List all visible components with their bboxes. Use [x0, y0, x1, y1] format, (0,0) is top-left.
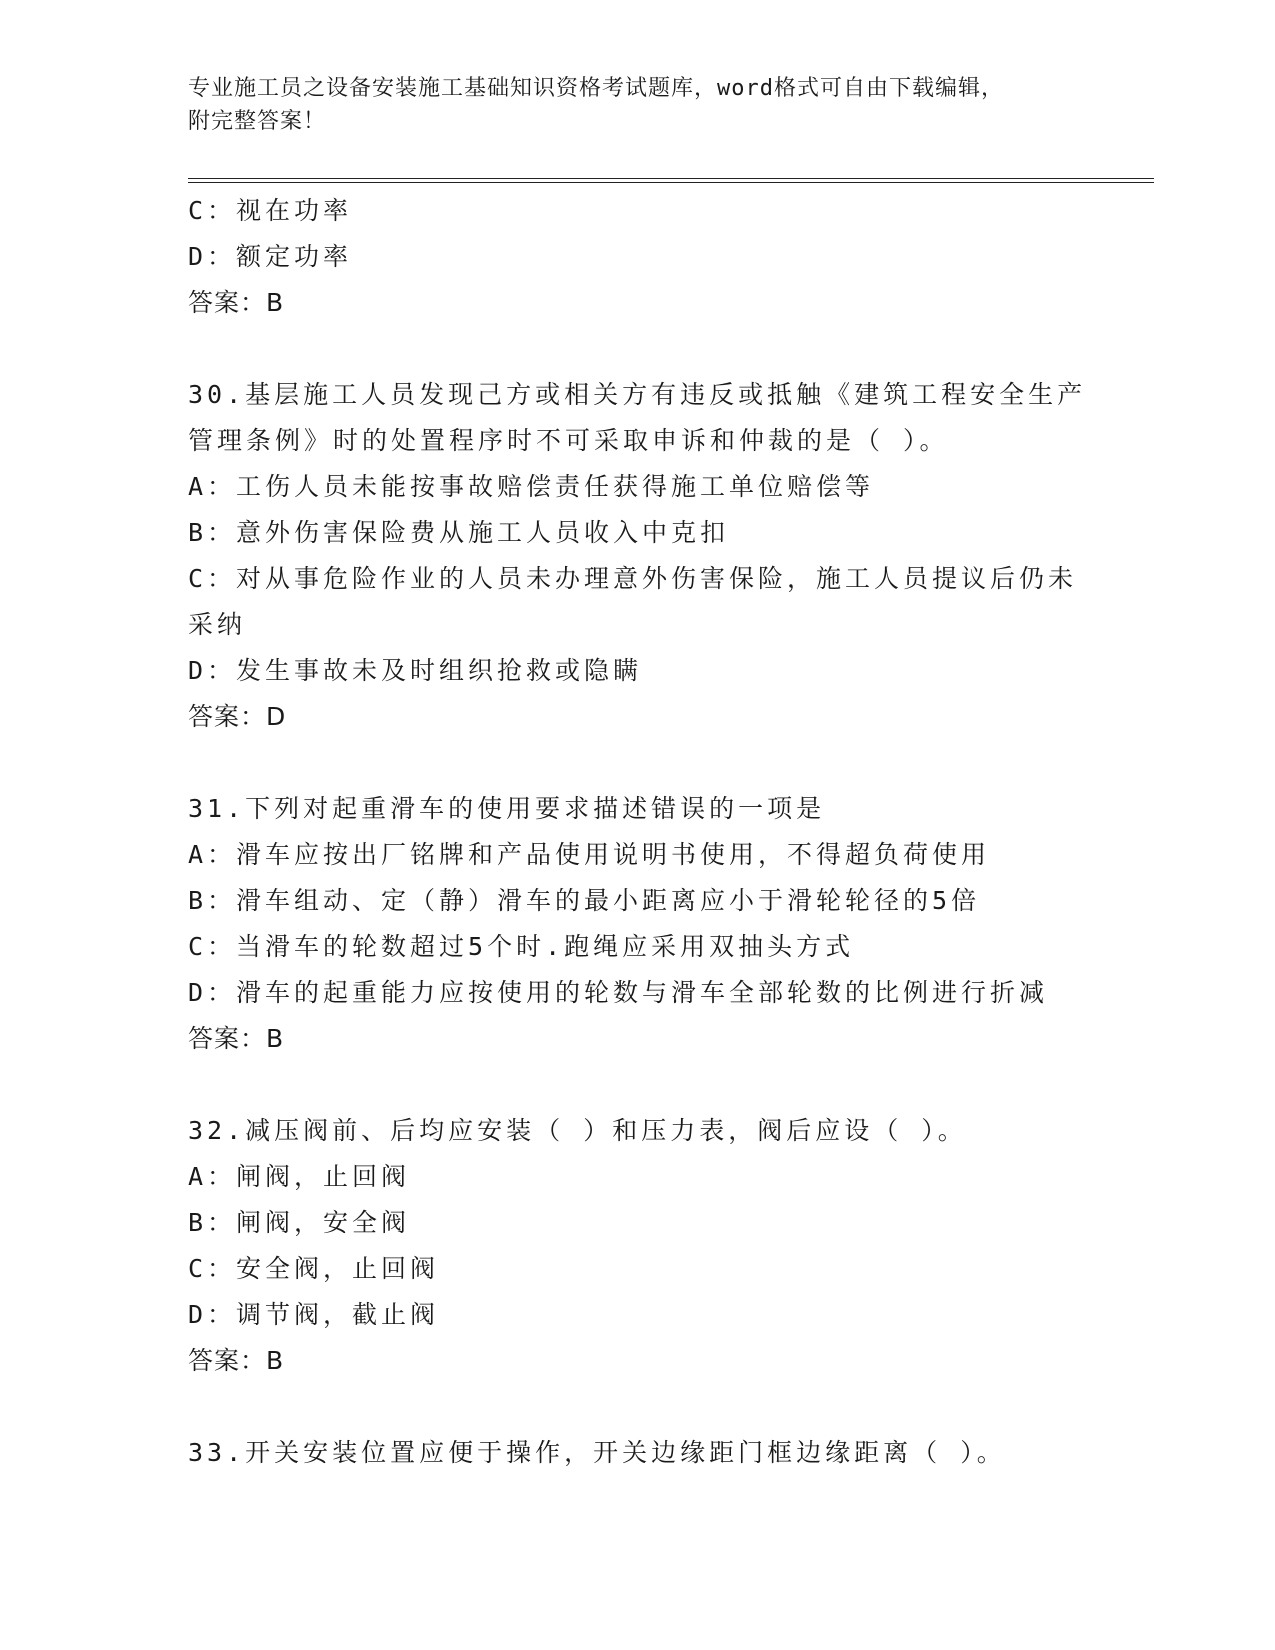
spacer [188, 740, 1088, 786]
option-d: D：调节阀，截止阀 [188, 1300, 440, 1329]
question-29-tail [188, 188, 1088, 326]
option-c-continued: 采纳 [188, 610, 247, 639]
answer-line: 答案：B [188, 288, 285, 317]
answer-line: 答案：B [188, 1346, 285, 1375]
question-stem-continued: 管理条例》时的处置程序时不可采取申诉和仲裁的是（ ）。 [188, 426, 949, 455]
question-30 [188, 372, 1088, 740]
option-b: B：闸阀，安全阀 [188, 1208, 411, 1237]
header-line-1: 专业施工员之设备安装施工基础知识资格考试题库，word格式可自由下载编辑， [188, 76, 1004, 101]
question-list [188, 188, 1088, 1476]
document-header [188, 72, 1088, 138]
option-a: A：工伤人员未能按事故赔偿责任获得施工单位赔偿等 [188, 472, 875, 501]
option-c: C：当滑车的轮数超过5个时.跑绳应采用双抽头方式 [188, 932, 855, 961]
option-b: B：滑车组动、定（静）滑车的最小距离应小于滑轮轮径的5倍 [188, 886, 981, 915]
question-stem: 31.下列对起重滑车的使用要求描述错误的一项是 [188, 794, 826, 823]
answer-line: 答案：B [188, 1024, 285, 1053]
option-b: B：意外伤害保险费从施工人员收入中克扣 [188, 518, 730, 547]
spacer [188, 326, 1088, 372]
option-d: D：滑车的起重能力应按使用的轮数与滑车全部轮数的比例进行折减 [188, 978, 1049, 1007]
answer-line: 答案：D [188, 702, 287, 731]
question-stem: 32.减压阀前、后均应安装（ ）和压力表，阀后应设（ ）。 [188, 1116, 967, 1145]
question-stem: 33.开关安装位置应便于操作，开关边缘距门框边缘距离（ ）。 [188, 1438, 1006, 1467]
option-d: D：额定功率 [188, 242, 353, 271]
header-divider [188, 178, 1154, 183]
spacer [188, 1062, 1088, 1108]
option-a: A：闸阀，止回阀 [188, 1162, 411, 1191]
option-c: C：安全阀，止回阀 [188, 1254, 440, 1283]
header-line-2: 附完整答案！ [188, 109, 327, 134]
option-a: A：滑车应按出厂铭牌和产品使用说明书使用，不得超负荷使用 [188, 840, 991, 869]
option-c: C：视在功率 [188, 196, 353, 225]
spacer [188, 1384, 1088, 1430]
question-33 [188, 1430, 1088, 1476]
option-c: C：对从事危险作业的人员未办理意外伤害保险，施工人员提议后仍未 [188, 564, 1078, 593]
question-stem: 30.基层施工人员发现己方或相关方有违反或抵触《建筑工程安全生产 [188, 380, 1087, 409]
option-d: D：发生事故未及时组织抢救或隐瞒 [188, 656, 643, 685]
question-31 [188, 786, 1088, 1062]
question-32 [188, 1108, 1088, 1384]
